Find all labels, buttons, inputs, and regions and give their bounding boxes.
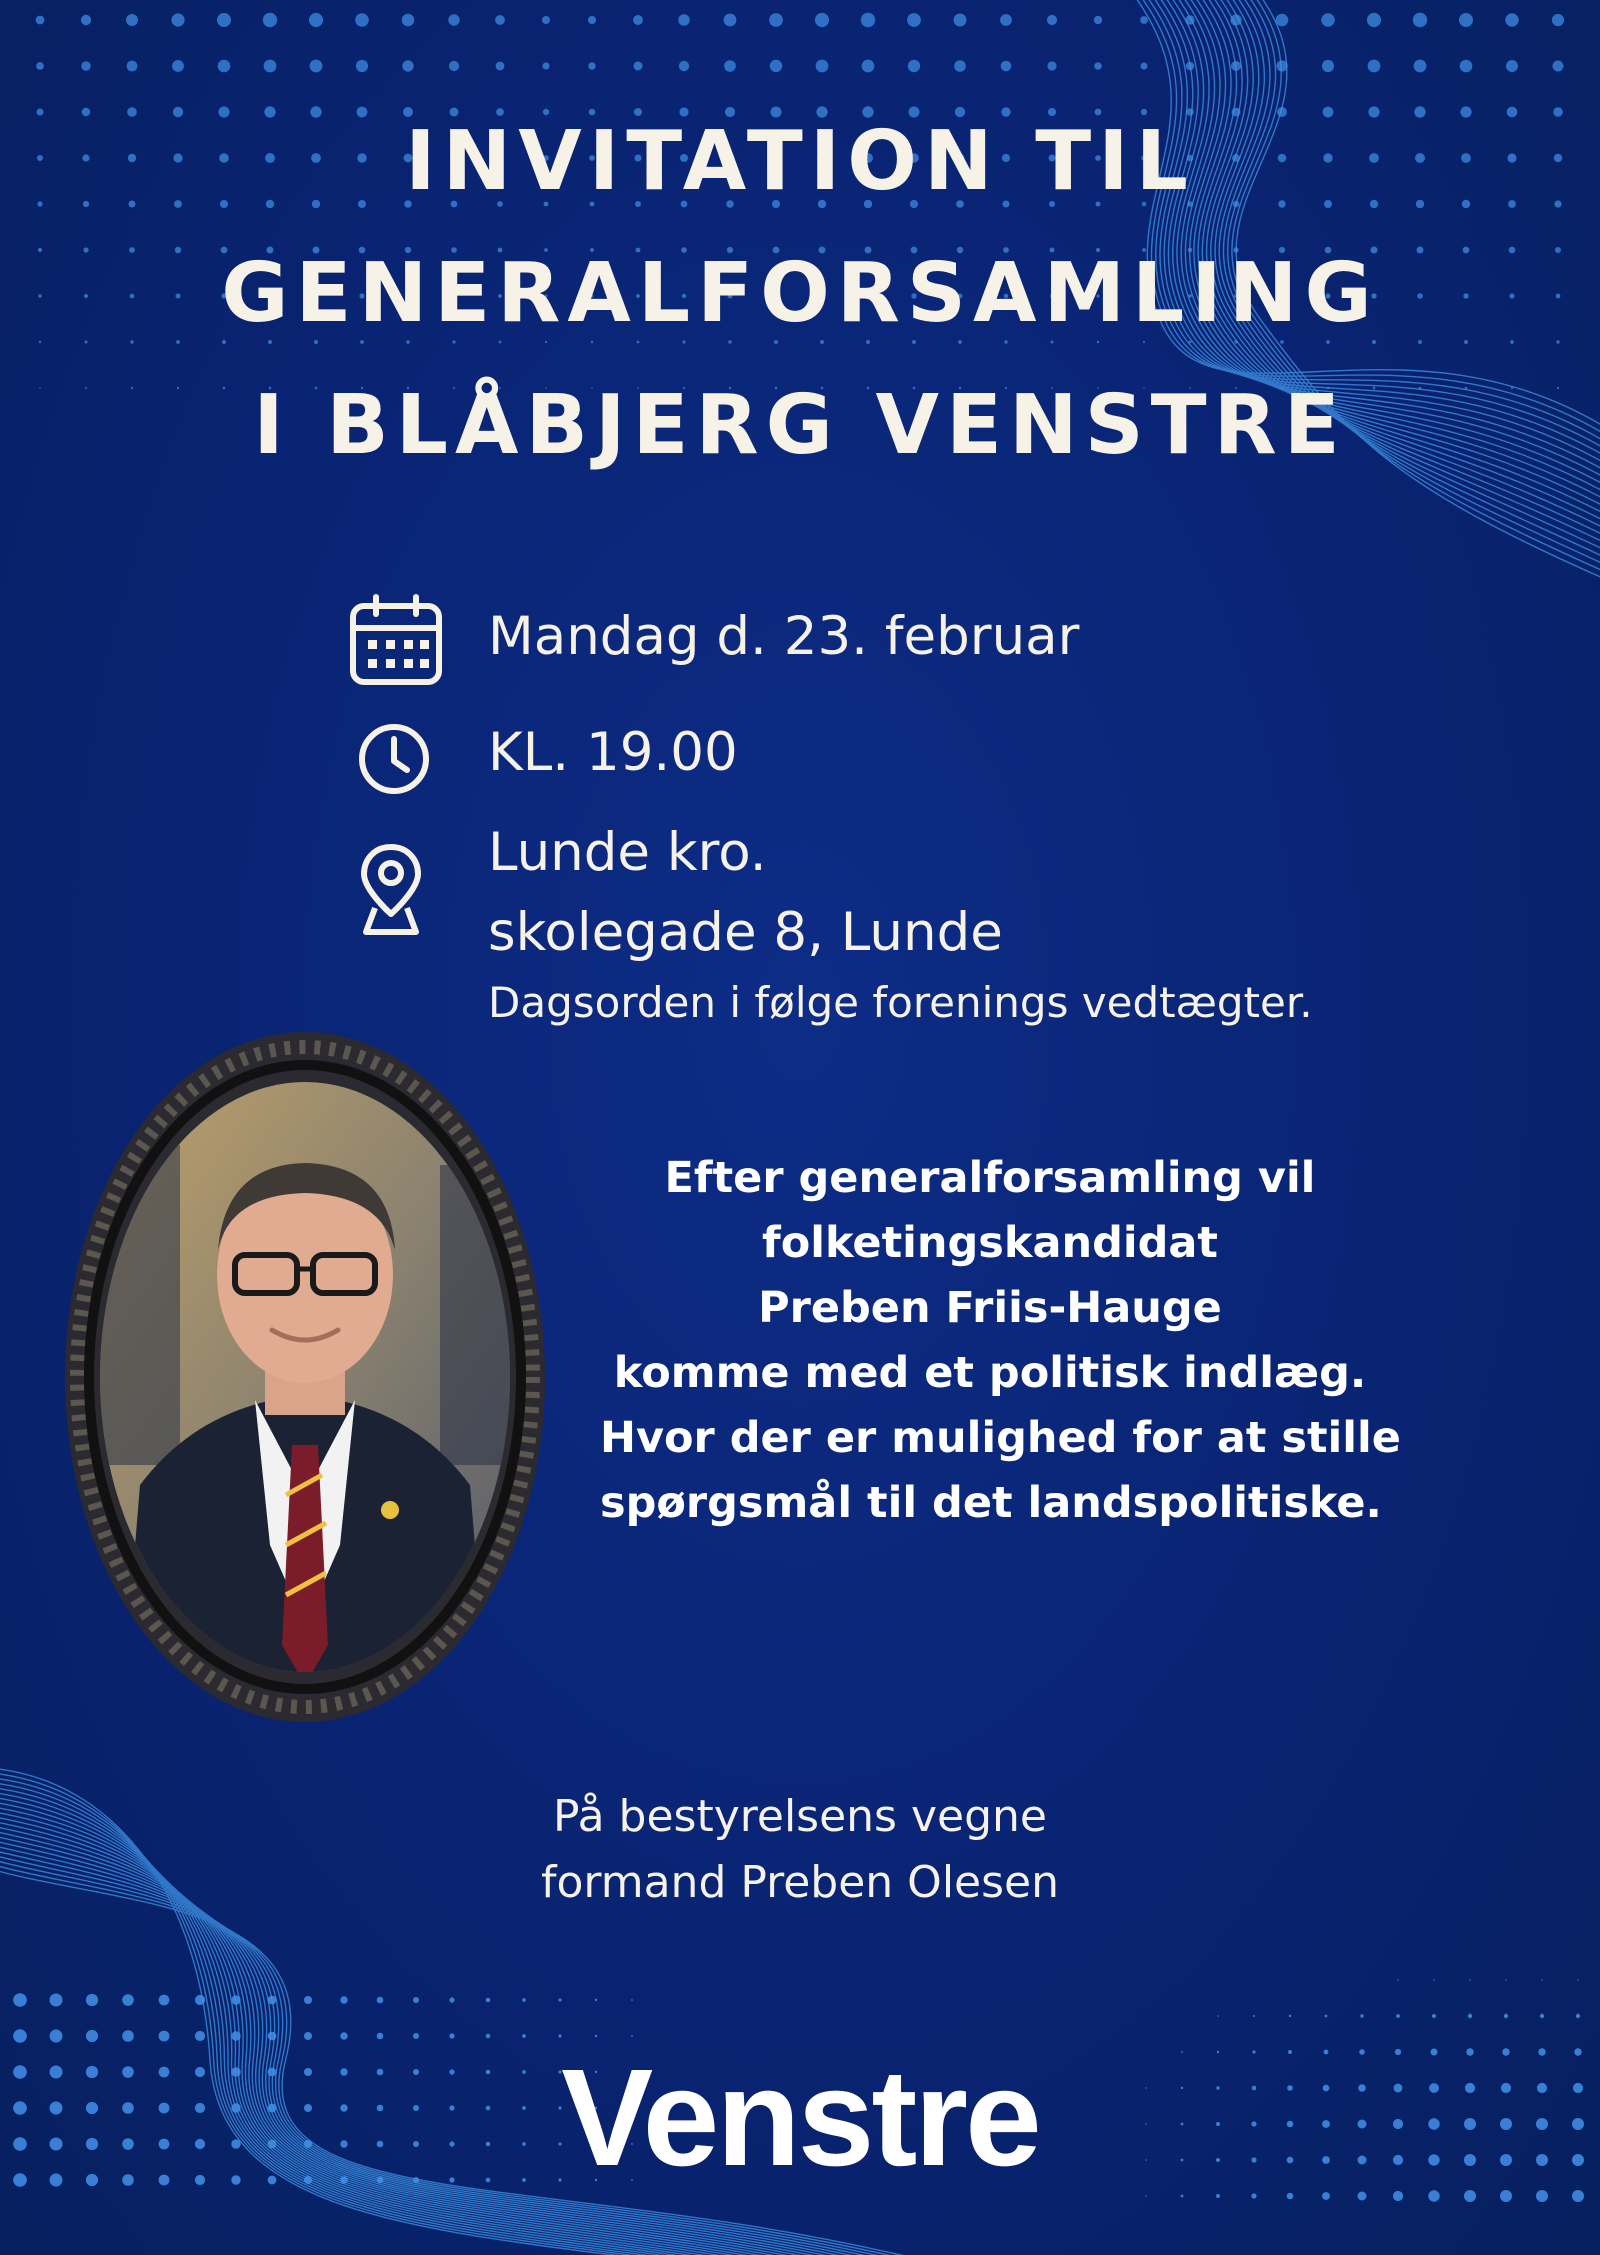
decor-dot xyxy=(172,60,184,72)
decor-dot xyxy=(377,1997,384,2004)
speaker-line-5: Hvor der er mulighed for at stille xyxy=(600,1413,1401,1463)
decor-dot xyxy=(1577,1979,1579,1981)
decor-dot xyxy=(542,16,550,24)
decor-dot xyxy=(1368,60,1381,73)
decor-dot xyxy=(413,1997,419,2003)
decor-dot xyxy=(724,60,736,72)
event-location-name: Lunde kro. xyxy=(488,822,767,883)
decor-dot xyxy=(1540,2014,1544,2018)
decor-dot xyxy=(816,60,829,73)
decor-dot xyxy=(1552,14,1564,26)
event-time: KL. 19.00 xyxy=(488,722,738,783)
decor-dot xyxy=(304,1996,312,2004)
decor-dot xyxy=(86,1994,98,2006)
decor-dot xyxy=(309,13,323,27)
decor-dot xyxy=(263,13,277,27)
decor-dot xyxy=(81,15,91,25)
decor-dot xyxy=(171,13,184,26)
decor-dot xyxy=(1397,1979,1398,1980)
decor-dot xyxy=(1505,13,1518,26)
decor-dot xyxy=(862,60,875,73)
decor-dot xyxy=(1553,61,1564,72)
decor-dot xyxy=(1253,2015,1255,2017)
decor-dot xyxy=(1000,14,1012,26)
decor-dot xyxy=(1325,2015,1328,2018)
decor-dot xyxy=(1468,2014,1472,2018)
decor-dot xyxy=(907,13,921,27)
decor-dot xyxy=(1460,60,1473,73)
decor-dot xyxy=(1413,13,1427,27)
map-pin-icon xyxy=(358,842,424,938)
speaker-line-1: Efter generalforsamling vil xyxy=(664,1153,1316,1203)
speaker-line-2: folketingskandidat xyxy=(762,1218,1218,1268)
decor-dot xyxy=(1505,1979,1507,1981)
decor-dot xyxy=(954,60,966,72)
decor-dot xyxy=(402,60,413,71)
signoff-line-2: formand Preben Olesen xyxy=(541,1857,1059,1908)
event-agenda: Dagsorden i følge forenings vedtægter. xyxy=(488,978,1313,1027)
decor-dot xyxy=(631,1999,633,2001)
decor-dot xyxy=(1367,13,1381,27)
decor-dot xyxy=(13,1993,27,2007)
calendar-icon xyxy=(348,594,444,686)
speaker-announcement xyxy=(600,1146,1401,1536)
decor-dot xyxy=(1094,62,1102,70)
title-line-3: I BLÅBJERG VENSTRE xyxy=(253,378,1347,473)
decor-dot xyxy=(1576,2014,1580,2018)
decor-dot xyxy=(1001,61,1012,72)
decor-dot xyxy=(486,1998,491,2003)
decor-dot xyxy=(954,14,967,27)
speaker-portrait xyxy=(60,1025,550,1730)
decor-dot xyxy=(1276,14,1289,27)
decor-dot xyxy=(908,60,920,72)
decor-dot xyxy=(496,62,505,71)
decor-dot xyxy=(36,62,44,70)
decor-dot xyxy=(449,1997,454,2002)
decor-dot xyxy=(1322,60,1334,72)
decor-dot xyxy=(1396,2014,1400,2018)
decor-dot xyxy=(724,14,737,27)
decor-dot xyxy=(1414,60,1427,73)
decor-dot xyxy=(356,60,368,72)
decor-dot xyxy=(522,1998,526,2002)
decor-dot xyxy=(310,60,323,73)
decor-dot xyxy=(402,14,415,27)
speaker-line-3: Preben Friis-Hauge xyxy=(758,1283,1222,1333)
decor-dot xyxy=(815,13,829,27)
signoff xyxy=(400,1784,1200,1916)
decor-dot xyxy=(449,61,459,71)
decor-dot xyxy=(1141,63,1148,70)
decor-dot xyxy=(340,1996,347,2003)
decor-dot xyxy=(159,1995,170,2006)
page-title xyxy=(0,96,1600,492)
signoff-line-1: På bestyrelsens vegne xyxy=(553,1791,1047,1842)
decor-dot xyxy=(36,16,45,25)
title-line-1: INVITATION TIL xyxy=(405,114,1195,209)
decor-dot xyxy=(1289,2015,1291,2017)
decor-dot xyxy=(1047,15,1057,25)
decor-dot xyxy=(633,15,643,25)
decor-dot xyxy=(81,61,90,70)
decor-dot xyxy=(1506,60,1518,72)
decor-dot xyxy=(495,15,505,25)
decor-dot xyxy=(861,13,875,27)
decor-dot xyxy=(1047,61,1056,70)
decor-dot xyxy=(126,14,138,26)
decor-dot xyxy=(1433,1979,1435,1981)
decor-dot xyxy=(588,62,595,69)
decor-dot xyxy=(769,13,783,27)
clock-icon xyxy=(357,722,431,796)
decor-dot xyxy=(1541,1979,1543,1981)
decor-dot xyxy=(50,1994,63,2007)
decor-dot xyxy=(1432,2014,1436,2018)
decor-dot xyxy=(1504,2014,1508,2018)
decor-dot xyxy=(264,60,277,73)
title-line-2: GENERALFORSAMLING xyxy=(221,246,1379,341)
decor-dot xyxy=(127,61,138,72)
speaker-line-4: komme med et politisk indlæg. xyxy=(613,1348,1367,1398)
decor-dot xyxy=(678,14,690,26)
decor-dot xyxy=(770,60,782,72)
decor-dot xyxy=(595,2035,597,2037)
decor-dot xyxy=(595,1999,597,2001)
decor-dot xyxy=(1459,13,1473,27)
decor-dot xyxy=(679,61,689,71)
decor-dot xyxy=(1140,16,1148,24)
decor-dot xyxy=(1469,1979,1471,1981)
decor-dot xyxy=(1230,14,1241,25)
decor-dot xyxy=(558,1998,561,2001)
decor-dot xyxy=(634,62,643,71)
decor-dot xyxy=(1094,16,1102,24)
decor-dot xyxy=(1360,2014,1363,2017)
decor-dot xyxy=(355,13,369,27)
decor-dot xyxy=(1217,2015,1219,2017)
decor-dot xyxy=(588,16,596,24)
decor-dot xyxy=(542,62,549,69)
event-date: Mandag d. 23. februar xyxy=(488,606,1080,667)
event-location-address: skolegade 8, Lunde xyxy=(488,902,1003,963)
decor-dot xyxy=(217,13,231,27)
decor-dot xyxy=(448,14,459,25)
decor-dot xyxy=(218,60,231,73)
venstre-logo: Venstre xyxy=(561,2041,1039,2195)
decor-dot xyxy=(1321,13,1335,27)
decor-dot xyxy=(631,2035,633,2037)
speaker-line-6: spørgsmål til det landspolitiske. xyxy=(600,1478,1382,1528)
decor-dot xyxy=(122,1994,134,2006)
